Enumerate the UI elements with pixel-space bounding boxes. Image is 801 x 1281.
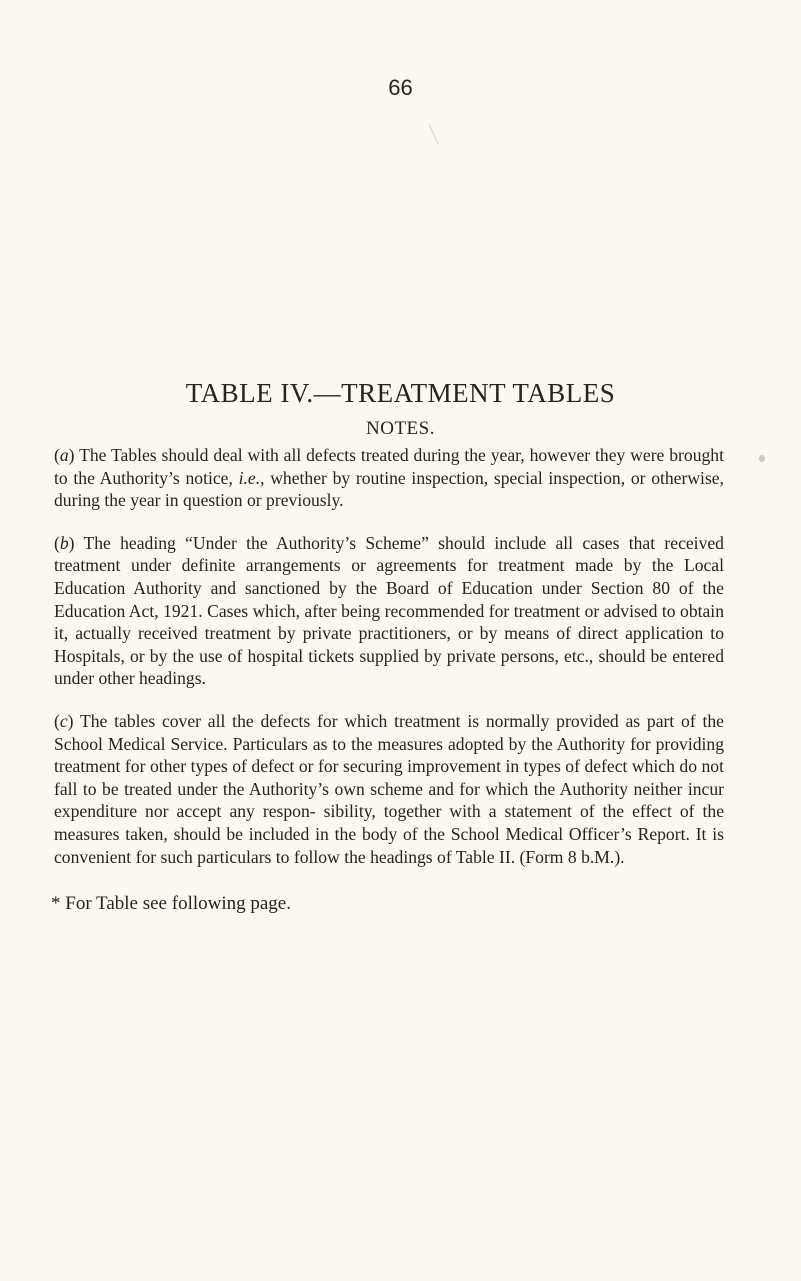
note-b-letter: b <box>59 532 69 553</box>
note-a-text-part2: whether by routine inspection, special inspection, or otherwise, during the year in question or previously. <box>54 467 724 511</box>
notes-heading: NOTES. <box>366 418 435 439</box>
note-c-letter: c <box>59 710 68 731</box>
margin-mark <box>428 124 438 144</box>
page-number: 66 <box>388 75 413 100</box>
note-c-marker: (c) <box>54 710 74 731</box>
note-b-text: The heading “Under the Authority’s Scheme” should include all cases that received treatment under definite arrangements or agreements for treatment made by the Local Education Authority and sanctioned by the Board of Education under Section 80 of the Education Act, 1921. Cases which, after being recommended for treatment or advised to obtain it, actually received treatment by private practitioners, or by means of direct application to Hospitals, or by the use of hospital tickets supplied by private persons, etc., should be entered under other headings. <box>54 532 724 689</box>
paper-speck <box>759 455 765 462</box>
note-a-text-part1: The Tables should deal with all defects treated during the year, however they were brought to the Authority’s notice, <box>54 445 724 488</box>
note-b <box>54 532 724 690</box>
table-title: TABLE IV.—TREATMENT TABLES <box>185 378 616 408</box>
note-a-italic: i.e., <box>238 467 265 488</box>
note-c <box>54 710 724 868</box>
note-a-marker: (a) <box>54 445 75 465</box>
notes-body <box>54 444 724 888</box>
note-b-marker: (b) <box>54 532 75 553</box>
note-a-letter: a <box>59 445 69 465</box>
note-a <box>54 444 724 512</box>
footnote: * For Table see following page. <box>51 893 291 914</box>
note-c-text: The tables cover all the defects for which treatment is normally provided as part of the School Medical Service. Particulars as to the measures adopted by the Authority for providing treatment for other types of defect or for securing improvement in types of defect which do not fall to be treated under the Authority’s own scheme and for which the Authority neither incur expenditure nor accept any respon- sibility, together with a statement of the effect of the measures taken, should be included in the body of the School Medical Officer’s Report. It is convenient for such particulars to follow the headings of Table II. (Form 8 b.M.). <box>54 710 724 867</box>
